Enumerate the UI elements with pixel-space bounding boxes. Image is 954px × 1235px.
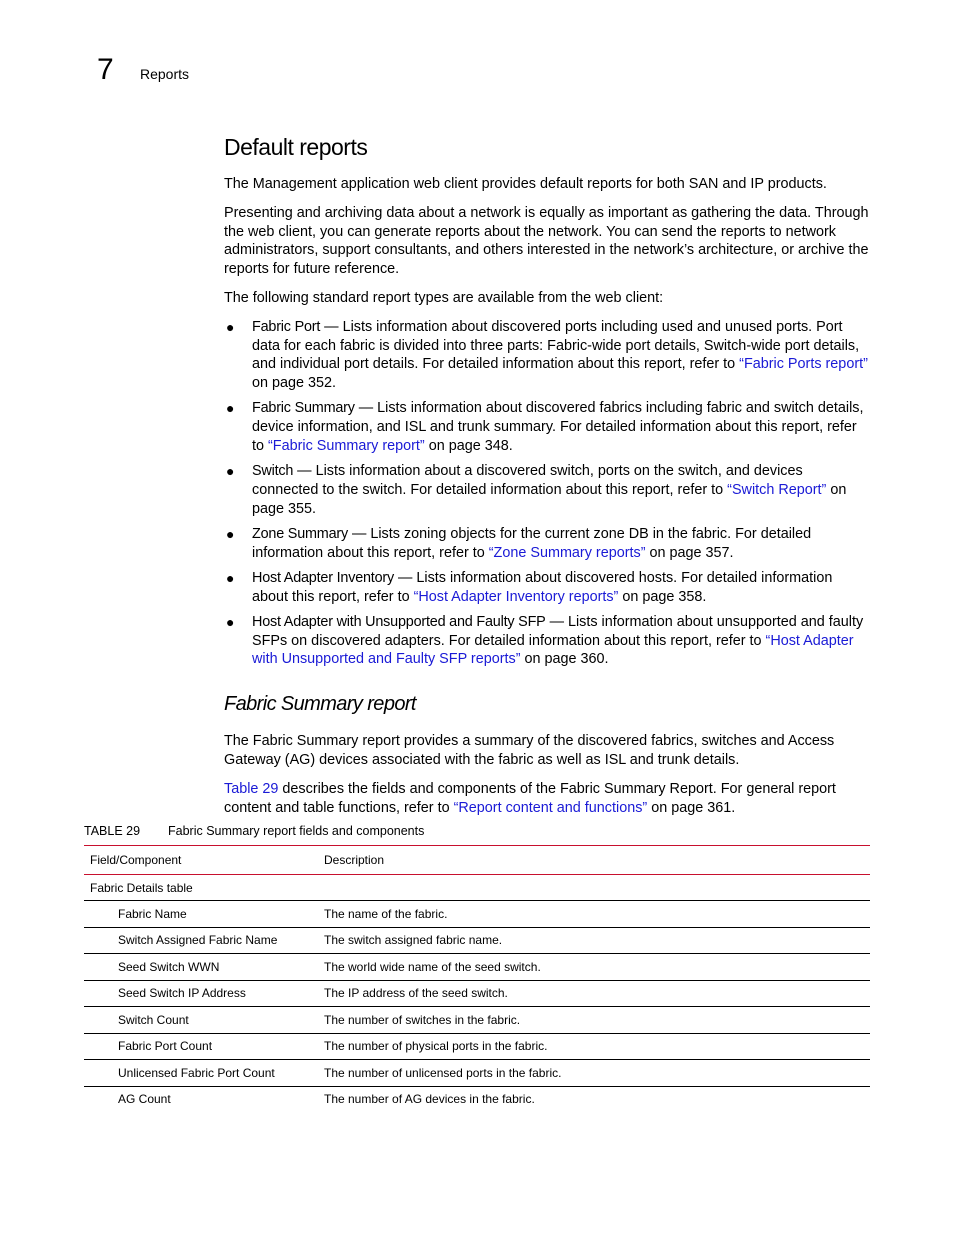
list-item: ● Host Adapter with Unsupported and Faulty SFP — Lists information about unsupported and faulty SFPs on discovered adapters. For detailed information about this report, refer to “Host Adapter with Unsupported and Faulty SFP reports” on page 360. [226,613,864,668]
table-caption-text: Fabric Summary report fields and components [168,824,425,838]
bullet-icon: ● [226,400,235,417]
list-item: ● Host Adapter Inventory — Lists information about discovered hosts. For detailed information about this report, refer to “Host Adapter Inventory reports” on page 358. [226,569,833,605]
report-content-link[interactable]: “Report content and functions” [453,799,648,816]
chapter-title: Reports [140,66,190,82]
report-type-list [224,318,869,670]
main-content [224,132,869,827]
bullet-icon: ● [226,569,235,586]
table-row: Fabric Name The name of the fabric. [84,901,870,928]
fabric-summary-table [84,845,870,1112]
table-row: Seed Switch WWN The world wide name of the seed switch. [84,954,870,981]
table-row: Unlicensed Fabric Port Count The number of unlicensed ports in the fabric. [84,1060,870,1087]
table-caption [84,823,424,839]
table-row: Switch Count The number of switches in the fabric. [84,1007,870,1034]
section-label: Fabric Details [90,880,164,895]
switch-report-link[interactable]: “Switch Report” [727,481,827,498]
fabric-ports-report-link[interactable]: “Fabric Ports report” [739,356,868,373]
subsection-paragraph-2: Table 29 describes the fields and components of the Fabric Summary Report. For general report content and table functions, refer to “Report content and functions” on page 361. [224,780,836,816]
paragraph-3: The following standard report types are available from the web client: [224,289,664,306]
list-item: ● Switch — Lists information about a discovered switch, ports on the switch, and devices connected to the switch. For detailed information about this report, refer to “Switch Report” on page 355. [226,463,847,517]
table-29-link[interactable]: Table 29 [224,780,279,797]
subsection-paragraph-1: The Fabric Summary report provides a summary of the discovered fabrics, switches and Access Gateway (AG) devices associated with the fabric as well as ISL and trunk details. [224,733,835,769]
paragraph-2: Presenting and archiving data about a network is equally as important as gathering the data. Through the web client, you can generate reports about the network. You can send the reports to network administrators, support consultants, and others interested in the network’s architecture, or archive the reports for future reference. [224,204,869,278]
fabric-summary-report-link[interactable]: “Fabric Summary report” [268,437,425,454]
list-item: ● Fabric Port — Lists information about discovered ports including used and unused ports. Port data for each fabric is divided into three parts: Fabric-wide port details, Switch-wide port details, and individual port details. For detailed information about this report, refer to “Fabric Ports report” on page 352. [226,318,868,392]
intro-paragraph: The Management application web client provides default reports for both SAN and IP products. [224,176,827,192]
list-item: ● Fabric Summary — Lists information about discovered fabrics including fabric and switch details, device information, and ISL and trunk summary. For detailed information about this report, refer to “Fabric Summary report” on page 348. [226,400,864,454]
host-adapter-faulty-sfp-link[interactable]: “Host Adapter with Unsupported and Faulty SFP reports” [252,632,854,668]
host-adapter-inventory-link[interactable]: “Host Adapter Inventory reports” [413,588,619,605]
chapter-number: 7 [97,53,114,86]
bullet-icon: ● [226,463,235,480]
table-section-row: Fabric Details table [84,875,870,901]
header-field: Field/Component [90,853,182,867]
header-description: Description [324,853,385,867]
bullet-icon: ● [226,318,235,335]
table-label: TABLE 29 [84,824,141,838]
zone-summary-reports-link[interactable]: “Zone Summary reports” [488,544,646,561]
subsection-title: Fabric Summary report [224,693,416,716]
bullet-icon: ● [226,525,235,542]
list-item: ● Zone Summary — Lists zoning objects for the current zone DB in the fabric. For detailed information about this report, refer to “Zone Summary reports” on page 357. [226,525,812,561]
table-row: Switch Assigned Fabric Name The switch assigned fabric name. [84,927,870,954]
table-row: AG Count The number of AG devices in the fabric. [118,1092,535,1107]
section-title: Default reports [224,134,368,160]
table-header-row [84,846,870,875]
bullet-icon: ● [226,613,235,630]
table-row: Fabric Port Count The number of physical ports in the fabric. [84,1033,870,1060]
table-row: Seed Switch IP Address The IP address of the seed switch. [84,980,870,1007]
